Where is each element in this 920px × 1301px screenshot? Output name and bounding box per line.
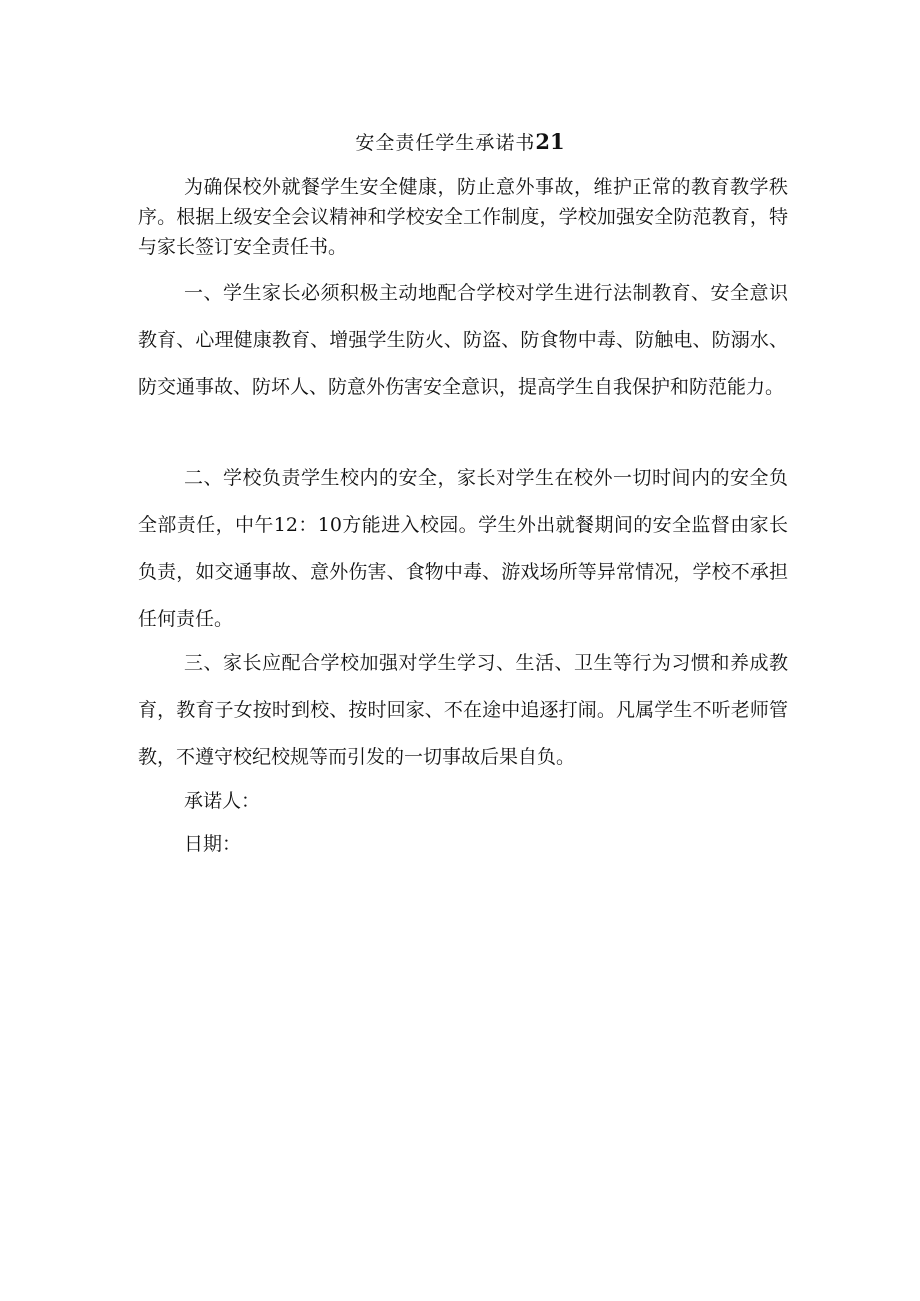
date-label: 日期： (184, 833, 242, 855)
intro-paragraph: 为确保校外就餐学生安全健康，防止意外事故，维护正常的教育教学秩序。根据上级安全会议精神和学校安全工作制度，学校加强安全防范教育，特与家长签订安全责任书。 (138, 176, 788, 258)
promisor-label: 承诺人： (184, 790, 261, 812)
clause-2: 二、学校负责学生校内的安全，家长对学生在校外一切时间内的安全负全部责任，中午12：10方能进入校园。学生外出就餐期间的安全监督由家长负责，如交通事故、意外伤害、食物中毒、游戏场所等异常情况，学校不承担任何责任。 (138, 467, 788, 630)
clause-3: 三、家长应配合学校加强对学生学习、生活、卫生等行为习惯和养成教育，教育子女按时到校、按时回家、不在途中追逐打闹。凡属学生不听老师管教，不遵守校纪校规等而引发的一切事故后果自负。 (138, 652, 788, 768)
title-text: 安全责任学生承诺书 (355, 132, 536, 154)
document-title (0, 124, 920, 161)
title-number: 21 (535, 129, 565, 154)
clause-1: 一、学生家长必须积极主动地配合学校对学生进行法制教育、安全意识教育、心理健康教育、增强学生防火、防盗、防食物中毒、防触电、防溺水、防交通事故、防坏人、防意外伤害安全意识，提高学生自我保护和防范能力。 (138, 282, 788, 398)
